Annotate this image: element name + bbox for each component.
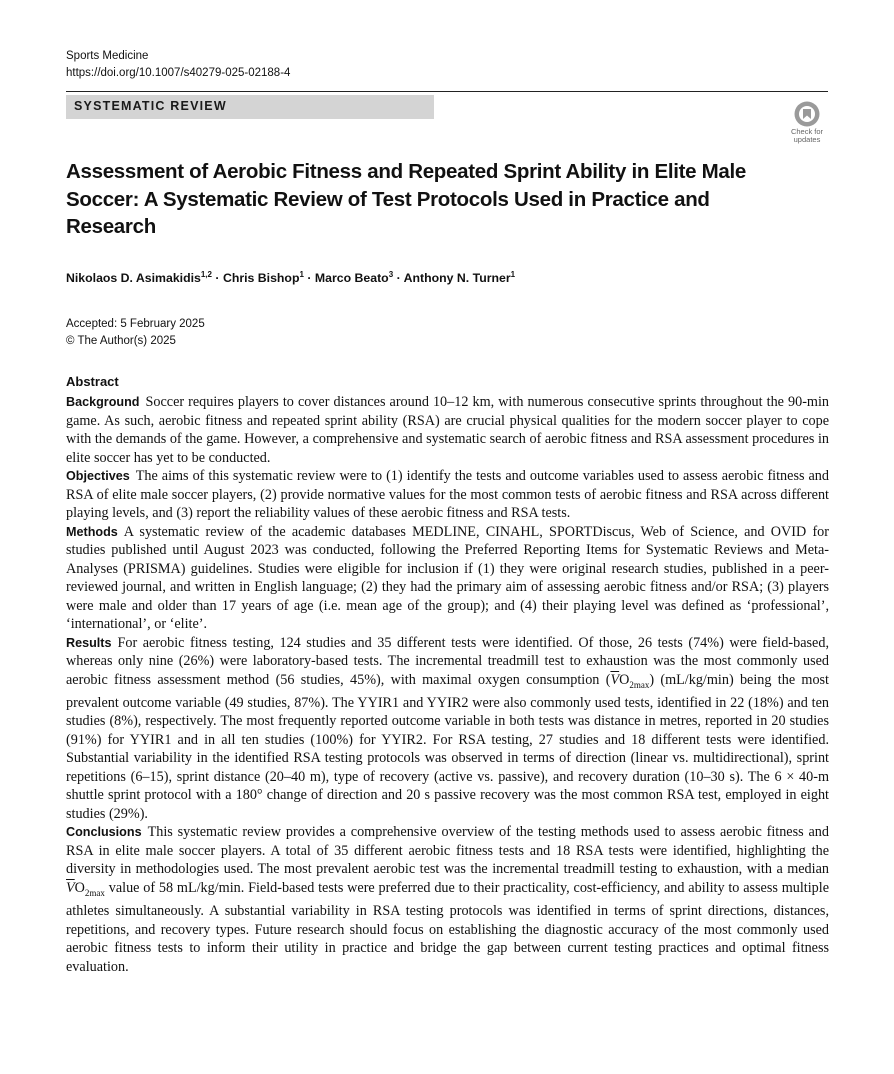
- author-affiliation: 1: [299, 270, 304, 279]
- author-affiliation: 1: [510, 270, 516, 279]
- check-updates-line2: updates: [793, 135, 821, 144]
- conclusions-text-a: This systematic review provides a comprehensive overview of the testing methods used to assess aerobic fitness and RSA in elite male soccer players. A total of 35 different aerobic fitness tests and 18 RSA tests were identified, highlighting the diversity in methodologies used. The most prevalent aerobic test was the incremental treadmill testing to exhaustion, with a median: [66, 824, 829, 878]
- abstract-conclusions: [66, 823, 829, 976]
- vo2max-o: O: [619, 671, 630, 688]
- abstract-heading: Abstract: [66, 374, 119, 389]
- article-title: Assessment of Aerobic Fitness and Repeated Sprint Ability in Elite Male Soccer: A Systematic Review of Test Protocols Used in Practice and Research: [66, 160, 747, 238]
- doi-link[interactable]: https://doi.org/10.1007/s40279-025-02188-4: [66, 67, 291, 79]
- methods-text: A systematic review of the academic databases MEDLINE, CINAHL, SPORTDiscus, Web of Science, and OVID for studies published until August 2023 was conducted, following the Preferred Reporting Items for Systematic Reviews and Meta-Analyses (PRISMA) guidelines. Studies were eligible for inclusion if (1) they were original research studies, published in a peer-reviewed journal, and written in English language; (2) they had the primary aim of assessing aerobic fitness and/or RSA; (3) players were male and older than 17 years of age (i.e. mean age of the group); and (4) their playing level was defined as ‘professional’, ‘international’, or ‘elite’.: [66, 523, 829, 632]
- author-separator: ·: [307, 271, 312, 286]
- author-name[interactable]: Anthony N. Turner: [403, 271, 511, 286]
- check-for-updates-badge[interactable]: [784, 100, 830, 146]
- abstract-background: [66, 393, 829, 467]
- vo2max-subscript: 2max: [84, 887, 105, 898]
- vo2max-v: $\overline{V}$: [66, 879, 75, 896]
- vo2max-v: $\overline{V}$: [610, 671, 620, 688]
- methods-label: Methods: [66, 524, 118, 539]
- author-separator: ·: [215, 271, 220, 286]
- accepted-date: Accepted: 5 February 2025: [66, 318, 205, 330]
- header-rule: [66, 91, 828, 92]
- author-name[interactable]: Chris Bishop: [222, 271, 300, 286]
- author-affiliation: 3: [388, 270, 394, 279]
- abstract-body: [66, 393, 829, 976]
- background-label: Background: [66, 395, 140, 409]
- results-text-b: ) (mL/kg/min) being the most prevalent outcome variable (49 studies, 87%). The YYIR1 and YYIR2 were also commonly used tests, identified in 22 (18%) and ten studies (8%), respectively. The most frequently reported outcome variable in both tests was distance in metres, reported in 20 studies (91%) for YYIR1 and in all ten studies (100%) for YYIR2. For RSA testing, 27 studies and 18 different tests were identified. Substantial variability in the identified RSA testing protocols was observed in terms of direction (linear vs. multidirectional), sprint repetitions (6–15), sprint distance (20–40 m), type of recovery (active vs. passive), and recovery duration (10–30 s). The 6 × 40-m shuttle sprint protocol with a 180° change of direction and 20 s passive recovery was the most common RSA test, employed in eight studies (29%).: [66, 671, 829, 822]
- journal-name: Sports Medicine: [66, 50, 149, 62]
- abstract-objectives: [66, 467, 829, 523]
- section-label: SYSTEMATIC REVIEW: [74, 99, 227, 113]
- objectives-label: Objectives: [66, 469, 130, 483]
- author-affiliation: 1,2: [200, 270, 212, 279]
- journal-header: [66, 48, 290, 82]
- author-name[interactable]: Marco Beato: [314, 271, 389, 286]
- abstract-methods: [66, 523, 829, 634]
- vo2max-subscript: 2max: [629, 679, 650, 690]
- copyright-notice: © The Author(s) 2025: [66, 335, 176, 347]
- abstract-results: [66, 634, 829, 824]
- author-separator: ·: [396, 271, 401, 286]
- section-label-box: [66, 95, 434, 119]
- results-label: Results: [66, 635, 112, 650]
- vo2max-o: O: [74, 879, 85, 896]
- results-text-a: For aerobic fitness testing, 124 studies and 35 different tests were identified. Of those, 26 tests (74%) were field-based, whereas only nine (26%) were laboratory-based tests. The incremental treadmill test to exhaustion was the most commonly used aerobic fitness assessment method (56 studies, 45%), with maximal oxygen consumption (: [66, 634, 829, 688]
- author-list: [66, 270, 515, 285]
- check-updates-icon: [792, 100, 822, 128]
- check-updates-line1: Check for: [790, 127, 824, 136]
- background-text: Soccer requires players to cover distances around 10–12 km, with numerous consecutive sprints throughout the 90-min game. As such, aerobic fitness and repeated sprint ability (RSA) are crucial physical qualities for the modern soccer player to cope with the demands of the game. However, a comprehensive and systematic search of aerobic fitness and RSA assessment procedures in elite soccer has yet to be conducted.: [66, 394, 829, 466]
- objectives-text: The aims of this systematic review were to (1) identify the tests and outcome variables used to assess aerobic fitness and RSA of elite male soccer players, (2) provide normative values for the most common tests of aerobic fitness and RSA across different playing levels, and (3) report the reliability values of these aerobic fitness and RSA tests.: [66, 468, 829, 521]
- conclusions-text-b: value of 58 mL/kg/min. Field-based tests were preferred due to their practicality, cost-efficiency, and ability to assess multiple athletes simultaneously. A substantial variability in RSA testing protocols was identified in terms of sprint directions, distances, repetitions, and recovery types. Future research should focus on establishing the diagnostic accuracy of the most commonly used aerobic fitness tests to inform their utility in practice and bridge the gap between current testing practices and optimal fitness evaluation.: [66, 879, 829, 975]
- article-meta: [66, 316, 205, 350]
- author-name[interactable]: Nikolaos D. Asimakidis: [66, 271, 201, 286]
- conclusions-label: Conclusions: [66, 825, 142, 840]
